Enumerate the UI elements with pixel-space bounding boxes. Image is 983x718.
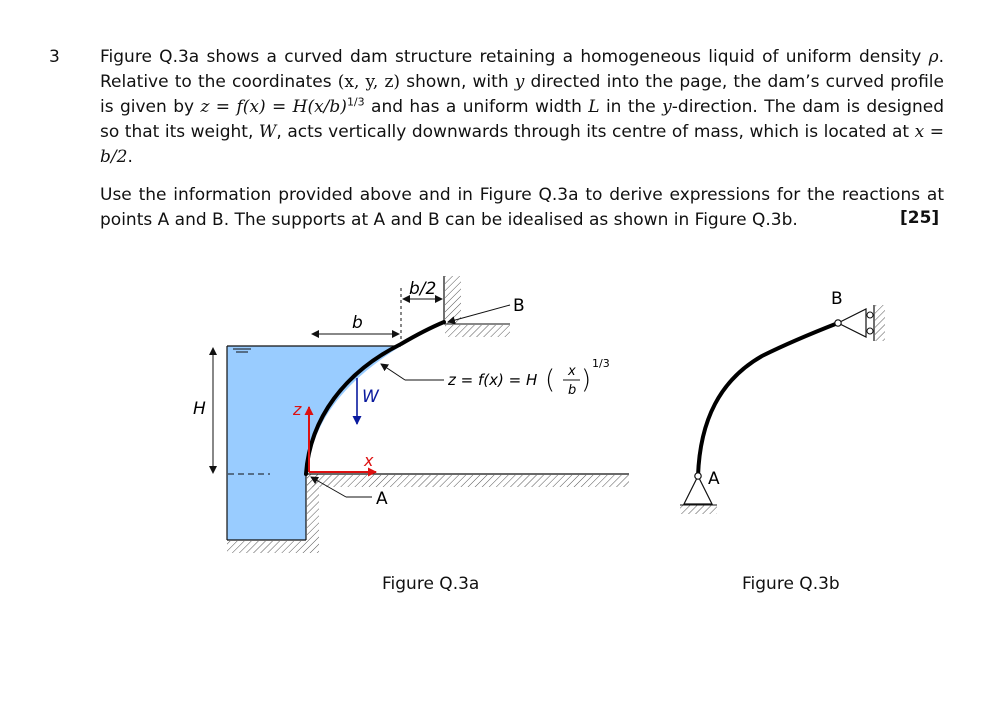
curve-eq-exponent: 1/3 [592,357,610,370]
question-paragraph-2: Use the information provided above and in Figure Q.3a to derive expressions for the reactions at points A and B. The supports at A and B can be idealised as shown in Figure Q.3b. [100,185,944,230]
question-paragraph-1: Figure Q.3a shows a curved dam structure retaining a homogeneous liquid of uniform density ρ. Relative to the coordinates (x, y, z) shown, with y directed into the page, the dam’s curved profile is given by $z = f(x) = H(x/b)^{1/3}$ and has a uniform width L in the y-direction. The dam is designed so that its weight, W, acts vertically downwards through its centre of mass, which is located at x = b/2. [100,47,945,167]
marks-label: [25] [900,208,940,228]
label-weight: W [362,387,379,407]
pin-support-a-hatch [680,505,717,514]
caption-figure-q3a: Figure Q.3a [382,574,480,594]
label-b: b [352,313,363,333]
curve-eq-lhs: z = f(x) = H [448,371,538,389]
ledge-b-hatch [445,325,510,337]
curve-leader-arrow [381,364,405,380]
caption-figure-q3b: Figure Q.3b [742,574,840,594]
figure-q3b [680,289,885,514]
label-3b-point-a: A [708,469,720,489]
frac-denominator: b [568,383,577,398]
label-b-half: b/2 [409,279,437,299]
label-point-a: A [376,489,388,509]
frac-numerator: x [568,364,576,379]
roller-support-b [838,309,866,337]
eq-paren-left: ( [545,365,556,395]
ground-hatch-downstream [307,475,629,487]
ground-hatch-bottom [227,541,319,553]
roller-b-wall-hatch [875,305,885,341]
label-point-b: B [513,296,525,316]
label-3b-point-b: B [831,289,843,309]
label-z-axis: z [293,400,302,419]
figure-q3a [193,276,629,553]
curve-equation [447,357,610,398]
eq-paren-right: ) [581,365,592,395]
arch-curve [698,323,838,476]
question-number: 3 [49,47,60,67]
wall-b-hatch [445,276,461,324]
roller-b-1 [867,312,873,318]
label-x-axis: x [364,451,374,470]
label-h: H [193,399,206,419]
roller-b-hinge [835,320,841,326]
pin-a-hinge [695,473,701,479]
roller-b-2 [867,328,873,334]
